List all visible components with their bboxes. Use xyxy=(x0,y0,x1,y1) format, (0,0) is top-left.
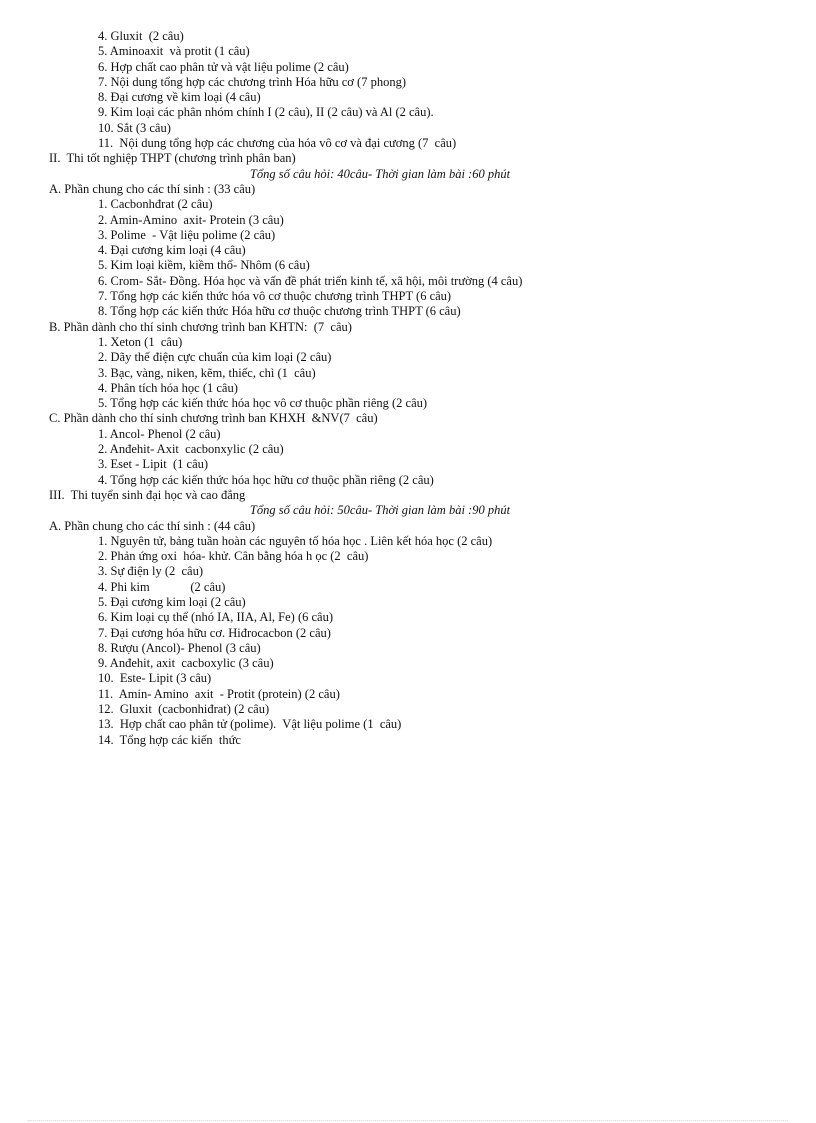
list-item: 3. Bạc, vàng, niken, kẽm, thiếc, chì (1 câu) xyxy=(98,365,316,380)
section-2-summary: Tổng số câu hỏi: 40câu- Thời gian làm bài :60 phút xyxy=(249,166,511,181)
list-item: 5. Aminoaxit và protit (1 câu) xyxy=(98,44,250,59)
list-item: 2. Anđehit- Axit cacbonxylic (2 câu) xyxy=(98,442,284,457)
list-item: 3. Polime - Vật liệu polime (2 câu) xyxy=(98,227,276,242)
list-item: 11. Amin- Amino axit - Protit (protein) (2 câu) xyxy=(98,686,340,701)
list-item: 8. Đại cương về kim loại (4 câu) xyxy=(98,90,261,105)
section-2-heading: II. Thi tốt nghiệp THPT (chương trình phân ban) xyxy=(49,151,296,166)
list-item: 7. Đại cương hóa hữu cơ. Hiđrocacbon (2 câu) xyxy=(98,625,331,640)
list-item: 14. Tổng hợp các kiến thức xyxy=(98,732,241,747)
list-item: 6. Crom- Sắt- Đồng. Hóa học và vấn đề phát triển kinh tế, xã hội, môi trường (4 câu) xyxy=(98,273,523,288)
list-item: 10. Este- Lipit (3 câu) xyxy=(98,671,212,686)
list-item: 1. Cacbonhđrat (2 câu) xyxy=(98,197,213,212)
list-item: 7. Nội dung tổng hợp các chương trình Hóa hữu cơ (7 phong) xyxy=(98,74,406,89)
list-item: 4. Tổng hợp các kiến thức hóa học hữu cơ thuộc phần riêng (2 câu) xyxy=(98,472,434,487)
list-item: 3. Sự điện ly (2 câu) xyxy=(98,564,204,579)
section-2-part-a-heading: A. Phần chung cho các thí sinh : (33 câu) xyxy=(49,181,256,196)
list-item: 3. Eset - Lipit (1 câu) xyxy=(98,457,209,472)
list-item: 4. Gluxit (2 câu) xyxy=(98,29,184,43)
list-item: 13. Hợp chất cao phân tử (polime). Vật liệu polime (1 câu) xyxy=(98,717,402,732)
list-item: 12. Gluxit (cacbonhiđrat) (2 câu) xyxy=(98,702,270,717)
list-item: 6. Kim loại cụ thể (nhó IA, IIA, Al, Fe) (6 câu) xyxy=(98,610,334,625)
list-item: 6. Hợp chất cao phân tử và vật liệu polime (2 câu) xyxy=(98,59,349,74)
list-item: 9. Anđehit, axit cacboxylic (3 câu) xyxy=(98,656,274,671)
list-item: 10. Sắt (3 câu) xyxy=(98,120,171,135)
list-item: 2. Phản ứng oxi hóa- khử. Cân bằng hóa h ọc (2 câu) xyxy=(98,549,369,564)
section-3-part-a-heading: A. Phần chung cho các thí sinh : (44 câu) xyxy=(49,518,256,533)
section-3-summary: Tổng số câu hỏi: 50câu- Thời gian làm bài :90 phút xyxy=(249,503,511,518)
block1-list xyxy=(0,29,816,151)
list-item: 11. Nội dung tổng hợp các chương của hóa vô cơ và đại cương (7 câu) xyxy=(98,136,457,151)
list-item: 5. Tổng hợp các kiến thức hóa học vô cơ thuộc phần riêng (2 câu) xyxy=(98,396,428,411)
list-item: 9. Kim loại các phân nhóm chính I (2 câu), II (2 câu) và Al (2 câu). xyxy=(98,105,434,120)
list-item: 1. Xeton (1 câu) xyxy=(98,334,183,349)
page-bottom-divider xyxy=(28,1120,788,1121)
list-item: 4. Đại cương kim loại (4 câu) xyxy=(98,243,246,258)
section-2-part-c-heading: C. Phần dành cho thí sinh chương trình ban KHXH &NV(7 câu) xyxy=(49,411,378,426)
list-item: 2. Dãy thế điện cực chuẩn của kim loại (2 câu) xyxy=(98,350,332,365)
section-2-part-b-heading: B. Phần dành cho thí sinh chương trình ban KHTN: (7 câu) xyxy=(49,319,352,334)
list-item: 8. Tổng hợp các kiến thức Hóa hữu cơ thuộc chương trình THPT (6 câu) xyxy=(98,304,461,319)
list-item: 5. Đại cương kim loại (2 câu) xyxy=(98,594,246,609)
section-3-heading: III. Thi tuyển sinh đại học và cao đẳng xyxy=(49,487,246,502)
list-item: 4. Phi kim (2 câu) xyxy=(98,579,226,594)
list-item: 4. Phân tích hóa học (1 câu) xyxy=(98,380,238,395)
list-item: 8. Rượu (Ancol)- Phenol (3 câu) xyxy=(98,640,261,655)
document-page xyxy=(0,29,816,748)
list-item: 1. Ancol- Phenol (2 câu) xyxy=(98,426,221,441)
list-item: 1. Nguyên tử, bảng tuần hoàn các nguyên tố hóa học . Liên kết hóa học (2 câu) xyxy=(98,533,493,548)
list-item: 7. Tổng hợp các kiến thức hóa vô cơ thuộc chương trình THPT (6 câu) xyxy=(98,289,452,304)
list-item: 5. Kim loại kiềm, kiềm thổ- Nhôm (6 câu) xyxy=(98,258,310,273)
list-item: 2. Amin-Amino axit- Protein (3 câu) xyxy=(98,212,284,227)
